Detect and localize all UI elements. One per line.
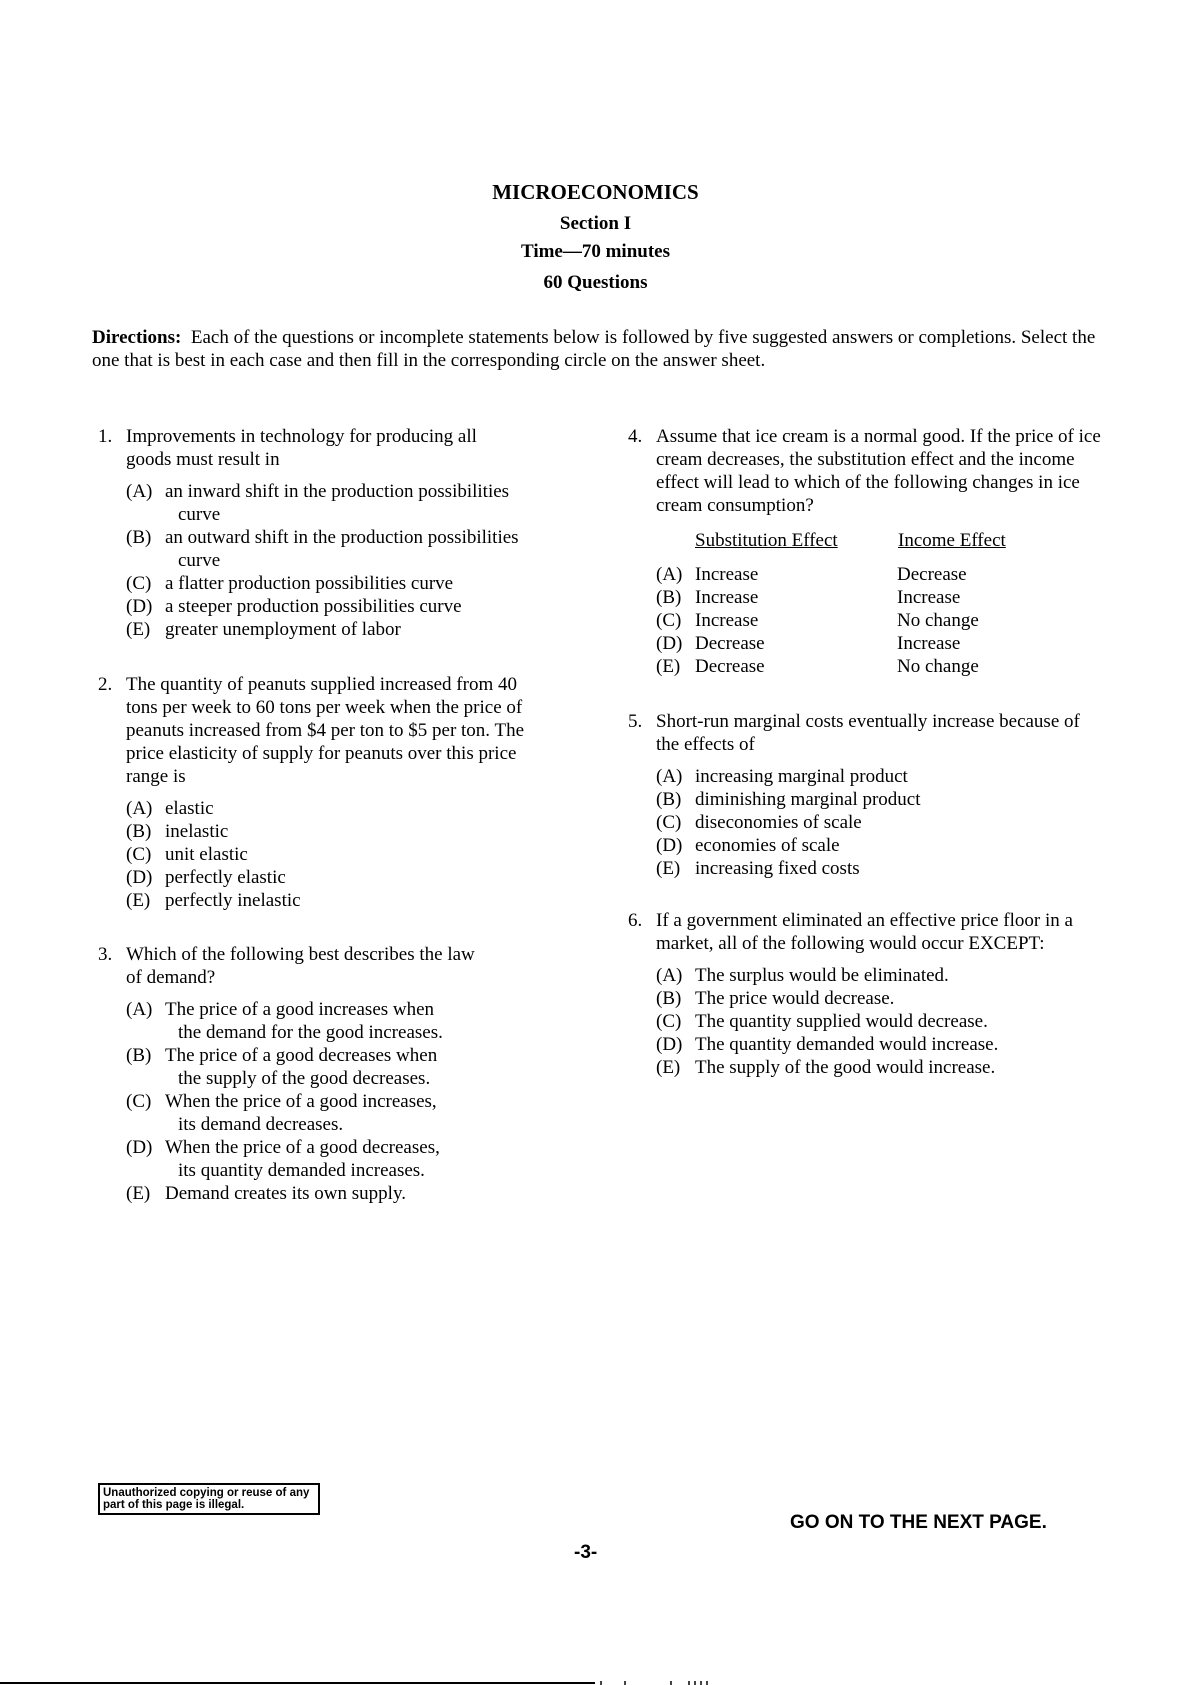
option-text: When the price of a good increases, bbox=[165, 1091, 437, 1112]
option-text-continued: curve bbox=[178, 550, 221, 571]
option-text: The price would decrease. bbox=[695, 988, 895, 1009]
option-text: The quantity supplied would decrease. bbox=[695, 1011, 988, 1032]
scan-registration-marks bbox=[596, 1681, 726, 1685]
option-letter: (C) bbox=[656, 812, 682, 833]
option-letter: (B) bbox=[656, 988, 682, 1009]
option-text: increasing marginal product bbox=[695, 766, 908, 787]
option-e bbox=[656, 1056, 1102, 1079]
option-letter: (A) bbox=[656, 766, 683, 787]
option-text-continued: the supply of the good decreases. bbox=[178, 1068, 431, 1089]
option-letter: (D) bbox=[126, 1137, 153, 1158]
option-a bbox=[126, 480, 566, 526]
option-c bbox=[126, 1090, 562, 1136]
option-letter: (C) bbox=[126, 844, 152, 865]
option-b bbox=[126, 820, 562, 843]
option-letter: (A) bbox=[656, 965, 683, 986]
option-letter: (D) bbox=[656, 835, 683, 856]
option-text: greater unemployment of labor bbox=[165, 619, 401, 640]
income-value: Decrease bbox=[897, 564, 967, 585]
option-text-continued: curve bbox=[178, 504, 221, 525]
option-b bbox=[622, 586, 1102, 609]
option-c bbox=[656, 1010, 1102, 1033]
option-c bbox=[126, 843, 562, 866]
option-e bbox=[656, 857, 1102, 880]
option-d bbox=[126, 866, 562, 889]
income-value: Increase bbox=[897, 587, 961, 608]
option-text: The supply of the good would increase. bbox=[695, 1057, 996, 1078]
option-d bbox=[656, 1033, 1102, 1056]
option-text: a steeper production possibilities curve bbox=[165, 596, 462, 617]
option-d bbox=[656, 834, 1102, 857]
option-text: diseconomies of scale bbox=[695, 812, 862, 833]
option-e bbox=[126, 889, 562, 912]
option-letter: (D) bbox=[126, 596, 153, 617]
question-3 bbox=[92, 943, 562, 1205]
option-letter: (C) bbox=[656, 610, 682, 631]
option-text: unit elastic bbox=[165, 844, 248, 865]
directions-text: Each of the questions or incomplete statements below is followed by five suggested answers or completions. Select the one that is best in each case and then fill in the corresponding circle on the answer sheet. bbox=[92, 327, 1096, 371]
option-d bbox=[622, 632, 1102, 655]
option-letter: (B) bbox=[126, 527, 152, 548]
option-text: perfectly inelastic bbox=[165, 890, 301, 911]
question-5 bbox=[622, 710, 1102, 880]
option-a bbox=[126, 797, 562, 820]
question-number: 1. bbox=[98, 426, 113, 447]
bottom-rule-divider bbox=[0, 1682, 595, 1684]
income-value: No change bbox=[897, 656, 979, 677]
copyright-notice: Unauthorized copying or reuse of any part of this page is illegal. bbox=[98, 1483, 320, 1515]
option-text: Demand creates its own supply. bbox=[165, 1183, 406, 1204]
substitution-value: Increase bbox=[695, 587, 759, 608]
option-letter: (D) bbox=[126, 867, 153, 888]
option-e bbox=[622, 655, 1102, 678]
income-value: No change bbox=[897, 610, 979, 631]
option-letter: (E) bbox=[656, 656, 681, 677]
option-letter: (B) bbox=[126, 821, 152, 842]
income-value: Increase bbox=[897, 633, 961, 654]
option-letter: (A) bbox=[126, 999, 153, 1020]
page-number: -3- bbox=[574, 1542, 598, 1563]
option-letter: (B) bbox=[656, 587, 682, 608]
option-c bbox=[622, 609, 1102, 632]
option-b bbox=[126, 1044, 562, 1090]
question-stem: If a government eliminated an effective price floor in a market, all of the following would occur EXCEPT: bbox=[656, 910, 1073, 954]
option-e bbox=[126, 1182, 562, 1205]
question-6 bbox=[622, 909, 1102, 1079]
question-number: 5. bbox=[628, 711, 643, 732]
option-c bbox=[656, 811, 1102, 834]
option-text: a flatter production possibilities curve bbox=[165, 573, 454, 594]
option-text: The price of a good increases when bbox=[165, 999, 435, 1020]
option-text: perfectly elastic bbox=[165, 867, 286, 888]
effect-table-header bbox=[622, 529, 1102, 553]
question-number: 2. bbox=[98, 674, 113, 695]
option-text: inelastic bbox=[165, 821, 229, 842]
option-text-continued: its demand decreases. bbox=[178, 1114, 344, 1135]
question-2 bbox=[92, 673, 562, 912]
option-letter: (C) bbox=[126, 1091, 152, 1112]
substitution-value: Increase bbox=[695, 564, 759, 585]
option-text: When the price of a good decreases, bbox=[165, 1137, 440, 1158]
option-letter: (E) bbox=[126, 890, 151, 911]
option-letter: (A) bbox=[656, 564, 683, 585]
question-4 bbox=[622, 425, 1102, 678]
option-letter: (E) bbox=[126, 1183, 151, 1204]
option-text: economies of scale bbox=[695, 835, 840, 856]
option-c bbox=[126, 572, 566, 595]
question-stem: Which of the following best describes the law of demand? bbox=[126, 944, 475, 988]
question-count: 60 Questions bbox=[543, 272, 648, 293]
option-text-continued: its quantity demanded increases. bbox=[178, 1160, 425, 1181]
option-e bbox=[126, 618, 566, 641]
option-letter: (E) bbox=[656, 858, 681, 879]
option-b bbox=[656, 788, 1102, 811]
question-number: 3. bbox=[98, 944, 113, 965]
option-text: an outward shift in the production possibilities bbox=[165, 527, 519, 548]
option-text-continued: the demand for the good increases. bbox=[178, 1022, 443, 1043]
option-letter: (A) bbox=[126, 481, 153, 502]
option-a bbox=[126, 998, 562, 1044]
question-number: 4. bbox=[628, 426, 643, 447]
option-letter: (C) bbox=[126, 573, 152, 594]
option-letter: (C) bbox=[656, 1011, 682, 1032]
option-letter: (A) bbox=[126, 798, 153, 819]
option-text: The quantity demanded would increase. bbox=[695, 1034, 999, 1055]
substitution-value: Decrease bbox=[695, 656, 765, 677]
go-on-next-page: GO ON TO THE NEXT PAGE. bbox=[790, 1512, 1047, 1533]
header-substitution-effect: Substitution Effect bbox=[695, 530, 838, 551]
question-stem: Improvements in technology for producing all goods must result in bbox=[126, 426, 477, 470]
question-stem: The quantity of peanuts supplied increased from 40 tons per week to 60 tons per week when the price of peanuts increased from $4 per ton to $5 per ton. The price elasticity of supply for peanuts over this price range is bbox=[126, 674, 525, 787]
exam-title: MICROECONOMICS bbox=[492, 180, 699, 204]
option-letter: (B) bbox=[126, 1045, 152, 1066]
option-b bbox=[656, 987, 1102, 1010]
option-b bbox=[126, 526, 566, 572]
option-text: increasing fixed costs bbox=[695, 858, 860, 879]
option-a bbox=[656, 765, 1102, 788]
option-a bbox=[622, 563, 1102, 586]
substitution-value: Increase bbox=[695, 610, 759, 631]
question-number: 6. bbox=[628, 910, 643, 931]
option-text: an inward shift in the production possibilities bbox=[165, 481, 510, 502]
option-letter: (D) bbox=[656, 1034, 683, 1055]
option-letter: (D) bbox=[656, 633, 683, 654]
section-label: Section I bbox=[559, 213, 632, 234]
effect-table bbox=[622, 563, 1102, 678]
option-letter: (E) bbox=[656, 1057, 681, 1078]
option-d bbox=[126, 1136, 562, 1182]
option-a bbox=[656, 964, 1102, 987]
question-stem: Assume that ice cream is a normal good. If the price of ice cream decreases, the substitution effect and the income effect will lead to which of the following changes in ice cream consumption? bbox=[656, 426, 1101, 516]
option-text: diminishing marginal product bbox=[695, 789, 921, 810]
option-letter: (B) bbox=[656, 789, 682, 810]
option-d bbox=[126, 595, 566, 618]
option-letter: (E) bbox=[126, 619, 151, 640]
question-1 bbox=[92, 425, 562, 641]
header-income-effect: Income Effect bbox=[898, 530, 1006, 551]
directions bbox=[92, 326, 1102, 372]
option-text: elastic bbox=[165, 798, 214, 819]
substitution-value: Decrease bbox=[695, 633, 765, 654]
option-text: The surplus would be eliminated. bbox=[695, 965, 949, 986]
question-stem: Short-run marginal costs eventually increase because of the effects of bbox=[656, 711, 1080, 755]
option-text: The price of a good decreases when bbox=[165, 1045, 438, 1066]
time-limit: Time—70 minutes bbox=[520, 241, 670, 262]
directions-label: Directions: bbox=[92, 327, 182, 348]
